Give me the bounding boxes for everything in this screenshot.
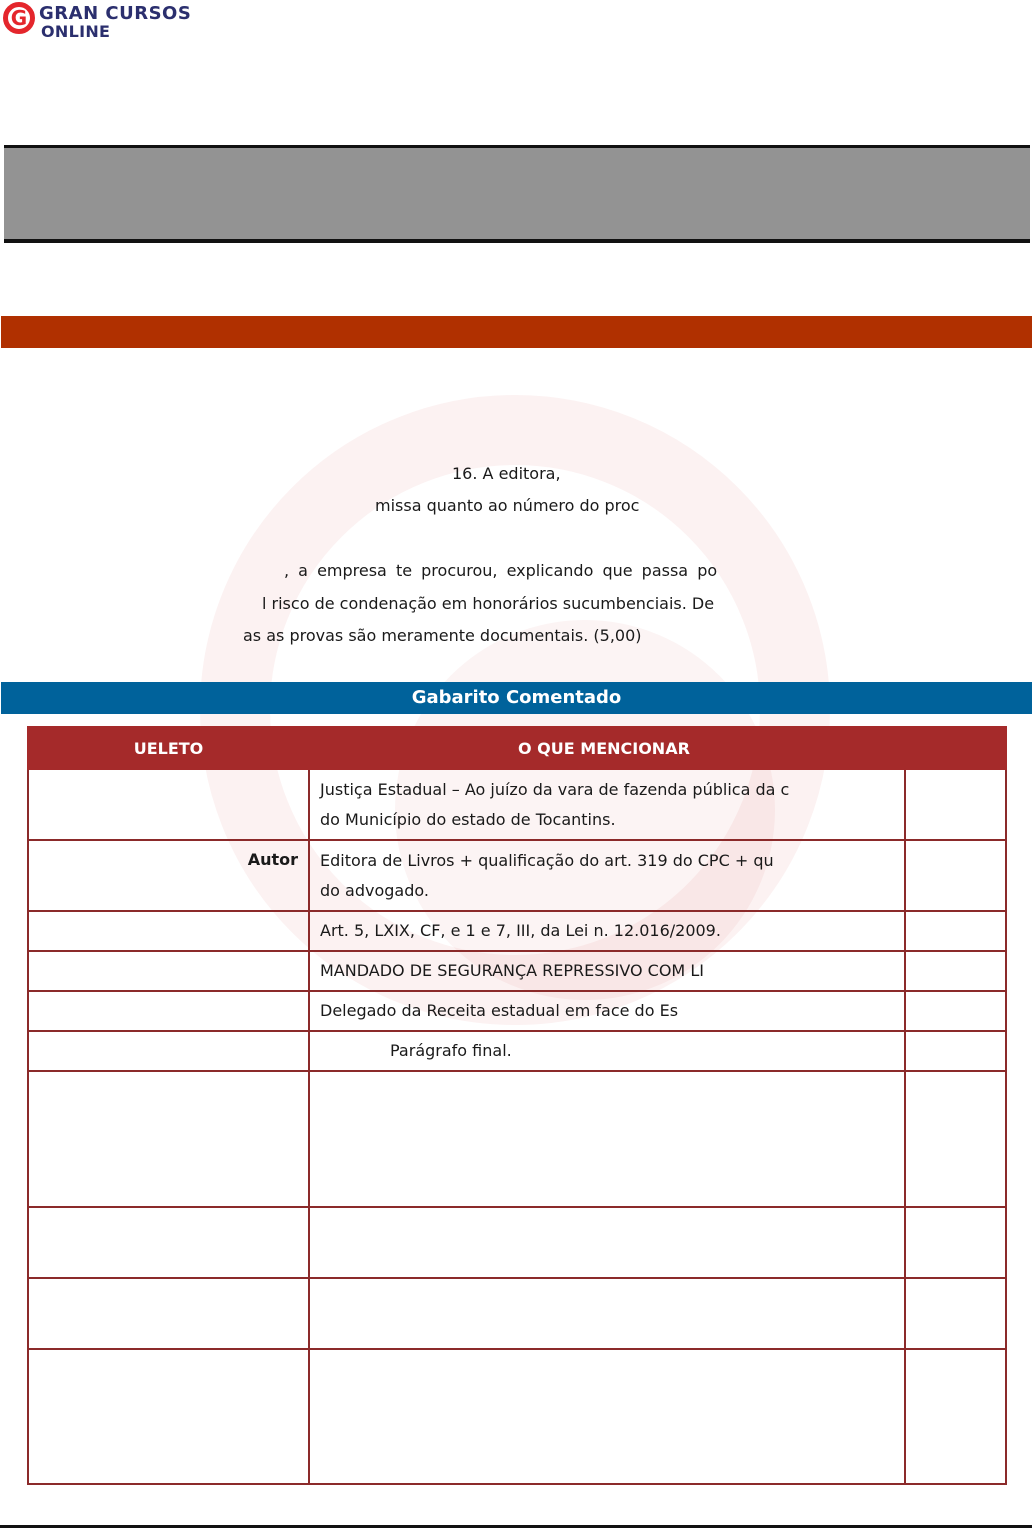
table-row xyxy=(28,911,1006,951)
logo-g-icon: G xyxy=(3,2,35,34)
logo-line-2: ONLINE xyxy=(41,22,111,41)
row-score xyxy=(905,1071,1006,1207)
row-label xyxy=(28,1071,309,1207)
header-gray-band xyxy=(4,145,1030,243)
table-row xyxy=(28,840,1006,911)
statement-line: , a empresa te procurou, explicando que passa po xyxy=(284,561,718,580)
row-score xyxy=(905,951,1006,991)
row-content: Parágrafo final. xyxy=(309,1031,905,1071)
row-content xyxy=(309,1349,905,1484)
row-label: Autor xyxy=(28,840,309,911)
row-score xyxy=(905,1207,1006,1278)
row-content xyxy=(309,1207,905,1278)
row-score xyxy=(905,991,1006,1031)
row-label xyxy=(28,1207,309,1278)
statement-line: l risco de condenação em honorários sucumbenciais. De xyxy=(262,594,715,613)
row-content: Editora de Livros + qualificação do art. 319 do CPC + qu do advogado. xyxy=(309,840,905,911)
header-mention: O QUE MENCIONAR xyxy=(309,727,905,769)
row-content xyxy=(309,1278,905,1349)
row-label xyxy=(28,911,309,951)
row-score xyxy=(905,1031,1006,1071)
logo-line-1: GRAN CURSOS xyxy=(39,3,192,24)
row-score xyxy=(905,911,1006,951)
header-item: UELETO xyxy=(28,727,309,769)
row-label xyxy=(28,1278,309,1349)
table-row xyxy=(28,1207,1006,1278)
row-content: Justiça Estadual – Ao juízo da vara de fazenda pública da c do Município do estado de Tocantins. xyxy=(309,769,905,840)
row-label xyxy=(28,769,309,840)
statement-line: missa quanto ao número do proc xyxy=(375,496,640,515)
answer-key-table xyxy=(27,726,1007,1485)
table-header-row xyxy=(28,727,1006,769)
table-row xyxy=(28,991,1006,1031)
orange-divider-bar xyxy=(1,316,1032,348)
table-row xyxy=(28,1031,1006,1071)
table-row xyxy=(28,1278,1006,1349)
row-score xyxy=(905,1278,1006,1349)
row-label xyxy=(28,1031,309,1071)
statement-line: 16. A editora, xyxy=(452,464,561,483)
table-row xyxy=(28,1349,1006,1484)
row-content: Art. 5, LXIX, CF, e 1 e 7, III, da Lei n. 12.016/2009. xyxy=(309,911,905,951)
table-row xyxy=(28,951,1006,991)
table-row xyxy=(28,769,1006,840)
table-row xyxy=(28,1071,1006,1207)
row-score xyxy=(905,1349,1006,1484)
header-score xyxy=(905,727,1006,769)
row-label xyxy=(28,1349,309,1484)
row-content xyxy=(309,1071,905,1207)
row-content: MANDADO DE SEGURANÇA REPRESSIVO COM LI xyxy=(309,951,905,991)
row-content: Delegado da Receita estadual em face do Es xyxy=(309,991,905,1031)
footer-rule xyxy=(0,1525,1032,1528)
statement-line: as as provas são meramente documentais. (5,00) xyxy=(243,626,642,645)
row-score xyxy=(905,840,1006,911)
section-title-bar: Gabarito Comentado xyxy=(1,682,1032,714)
row-score xyxy=(905,769,1006,840)
row-label xyxy=(28,991,309,1031)
row-label xyxy=(28,951,309,991)
